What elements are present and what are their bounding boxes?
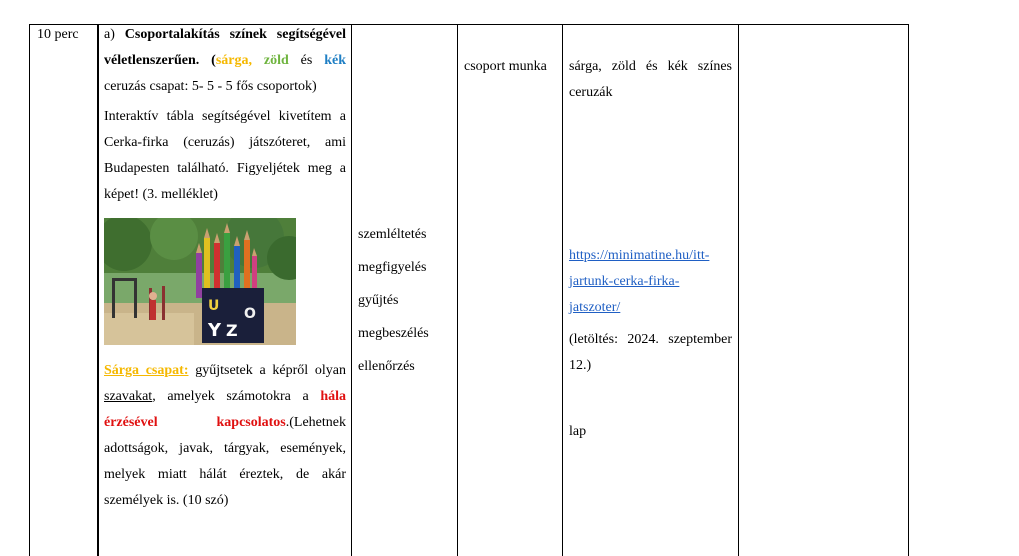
team-line: adottságok, javak, tárgyak, események, — [104, 441, 346, 456]
download-note — [569, 327, 732, 379]
table-left-border — [29, 24, 30, 556]
intro-line: Budapesten található. Figyeljétek meg a — [104, 161, 346, 176]
link-line[interactable]: https://minimatine.hu/itt- — [569, 248, 710, 263]
tools-cell — [569, 54, 732, 106]
table-right-border — [908, 24, 909, 556]
team-instructions — [104, 358, 346, 514]
sheet-label: lap — [569, 424, 587, 439]
photo-letter-o: O — [244, 306, 256, 322]
column-divider — [351, 24, 352, 556]
method-item: gyűjtés — [358, 293, 399, 308]
download-line: (letöltés: 2024. szeptember — [569, 332, 732, 347]
photo-letter-z: Z — [226, 321, 238, 340]
team-line: melyek miatt hálát éreztek, de akár — [104, 467, 346, 482]
photo-letter-y: Y — [208, 320, 222, 341]
activity-cell — [104, 22, 346, 100]
time-cell: 10 perc — [37, 27, 79, 42]
work-form-cell: csoport munka — [464, 59, 547, 74]
link-line[interactable]: jatszoter/ — [569, 300, 621, 315]
activity-intro — [104, 104, 346, 208]
link-line[interactable]: jartunk-cerka-firka- — [569, 274, 680, 289]
activity-title-line: a) Csoportalakítás színek segítségével — [104, 27, 346, 42]
column-divider — [738, 24, 739, 556]
column-divider — [97, 24, 99, 556]
team-line: Sárga csapat: gyűjtsetek a képről olyan — [104, 363, 346, 378]
photo-letter-u: U — [208, 298, 220, 314]
method-item: megbeszélés — [358, 326, 429, 341]
intro-line: Cerka-firka (ceruzás) játszóteret, ami — [104, 135, 346, 150]
method-item: ellenőrzés — [358, 359, 415, 374]
method-item: szemléltetés — [358, 227, 427, 242]
team-line: érzésével kapcsolatos.(Lehetnek — [104, 415, 346, 430]
playground-photo — [104, 218, 296, 345]
download-line: 12.) — [569, 358, 592, 373]
tools-line: sárga, zöld és kék színes — [569, 59, 732, 74]
column-divider — [457, 24, 458, 556]
column-divider — [562, 24, 563, 556]
methods-cell — [358, 218, 429, 383]
activity-groups-line: ceruzás csapat: 5- 5 - 5 fős csoportok) — [104, 79, 317, 94]
intro-line: képet! (3. melléklet) — [104, 187, 218, 202]
activity-colors-line: véletlenszerűen. (sárga, zöld és kék — [104, 53, 347, 68]
tools-line: ceruzák — [569, 85, 613, 100]
source-link[interactable] — [569, 243, 709, 321]
team-line: személyek is. (10 szó) — [104, 493, 229, 508]
team-line: szavakat, amelyek számotokra a hála — [104, 389, 346, 404]
intro-line: Interaktív tábla segítségével kivetítem a — [104, 109, 346, 124]
method-item: megfigyelés — [358, 260, 427, 275]
